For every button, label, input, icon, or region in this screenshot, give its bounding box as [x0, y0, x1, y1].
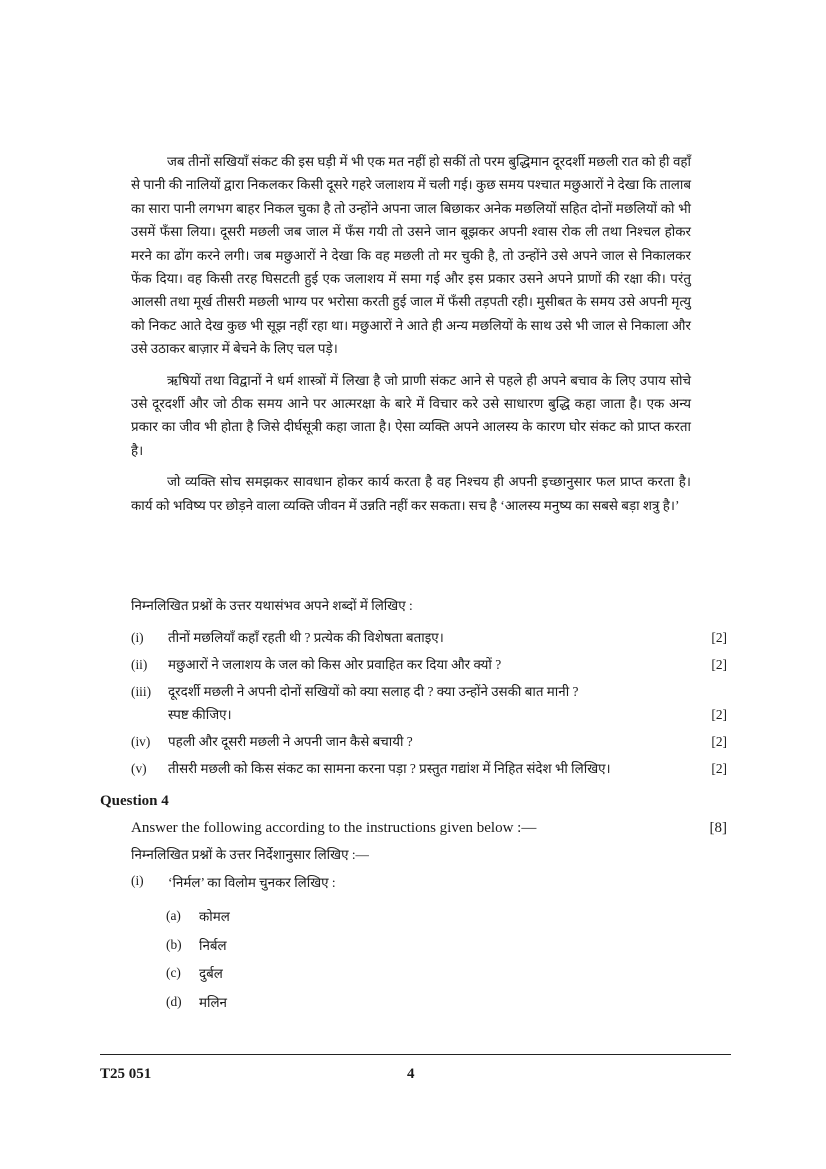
question-marks: [2]	[711, 734, 727, 749]
question-number: (v)	[131, 761, 147, 776]
question-text: तीनों मछलियाँ कहाँ रहती थी ? प्रत्येक की विशेषता बताइए।	[168, 630, 444, 645]
question-marks: [2]	[711, 707, 727, 722]
option-text: मलिन	[199, 994, 227, 1010]
question-4-heading: Question 4	[100, 793, 169, 809]
option-text: कोमल	[199, 909, 230, 925]
question-item	[131, 757, 727, 780]
option-item	[166, 902, 230, 931]
question-4-instruction-hindi: निम्नलिखित प्रश्नों के उत्तर निर्देशानुसार लिखिए :—	[131, 847, 369, 862]
question-marks: [2]	[711, 630, 727, 645]
question-number: (ii)	[131, 657, 148, 672]
footer-divider	[100, 1054, 731, 1055]
subquestion-number: (i)	[131, 873, 144, 888]
option-item	[166, 988, 230, 1017]
question-number: (i)	[131, 630, 144, 645]
question-text: दूरदर्शी मछली ने अपनी दोनों सखियों को क्या सलाह दी ? क्या उन्होंने उसकी बात मानी ?	[168, 684, 579, 699]
question-item	[131, 680, 727, 726]
option-label: (a)	[166, 908, 181, 924]
question-item	[131, 626, 727, 649]
question-item	[131, 653, 727, 676]
option-label: (d)	[166, 993, 182, 1009]
question-number: (iv)	[131, 734, 151, 749]
question-4-subquestion	[131, 873, 336, 891]
question-item	[131, 730, 727, 753]
answer-options	[166, 902, 230, 1016]
question-text-continued: स्पष्ट कीजिए।	[168, 707, 232, 722]
option-label: (b)	[166, 936, 182, 952]
question-text: पहली और दूसरी मछली ने अपनी जान कैसे बचायी ?	[168, 734, 413, 749]
questions-instruction: निम्नलिखित प्रश्नों के उत्तर यथासंभव अपने शब्दों में लिखिए :	[131, 598, 413, 613]
comprehension-passage	[131, 150, 691, 525]
subquestion-text: ‘निर्मल’ का विलोम चुनकर लिखिए :	[168, 875, 336, 890]
passage-paragraph-2: ऋषियों तथा विद्वानों ने धर्म शास्त्रों में लिखा है जो प्राणी संकट आने से पहले ही अपने बचाव के लिए उपाय सोचे उसे दूरदर्शी और जो ठीक समय आने पर आत्मरक्षा के बारे में विचार करे उसे साधारण बुद्धि कहा जाता है। एक अन्य प्रकार का जीव भी होता है जिसे दीर्घसूत्री कहा जाता है। ऐसा व्यक्ति अपने आलस्य के कारण घोर संकट को प्राप्त करता है।	[131, 372, 691, 458]
passage-paragraph-1: जब तीनों सखियाँ संकट की इस घड़ी में भी एक मत नहीं हो सकीं तो परम बुद्धिमान दूरदर्शी मछली रात को ही वहाँ से पानी की नालियों द्वारा निकलकर किसी दूसरे गहरे जलाशय में चली गई। कुछ समय पश्चात मछुआरों ने देखा कि तालाब का सारा पानी लगभग बाहर निकल चुका है तो उन्होंने अपना जाल बिछाकर अनेक मछलियों सहित दोनों मछलियों को भी उसमें फँसा लिया। दूसरी मछली जब जाल में फँस गयी तो उसने जान बूझकर अपनी श्वास रोक ली तथा निश्चल होकर मरने का ढोंग करने लगी। जब मछुआरों ने देखा कि वह मछली तो मर चुकी है, तो उन्होंने उसे अपने जाल से निकालकर फेंक दिया। वह किसी तरह घिसटती हुई एक जलाशय में समा गई और इस प्रकार उसने अपने प्राणों की रक्षा की। परंतु आलसी तथा मूर्ख तीसरी मछली भाग्य पर भरोसा करती हुई जाल में फँसी तड़पती रही। मुसीबत के समय उसे अपनी मृत्यु को निकट आते देख कुछ भी सूझ नहीं रहा था। मछुआरों ने आते ही अन्य मछलियों के साथ उसे भी जाल से निकाला और उसे उठाकर बाज़ार में बेचने के लिए चल पड़े।	[131, 154, 691, 357]
question-4-marks: [8]	[709, 820, 727, 836]
question-text-block	[168, 680, 699, 726]
paper-code: T25 051	[100, 1066, 152, 1082]
page-number: 4	[407, 1066, 415, 1082]
passage-paragraph-3: जो व्यक्ति सोच समझकर सावधान होकर कार्य करता है वह निश्चय ही अपनी इच्छानुसार फल प्राप्त करता है। कार्य को भविष्य पर छोड़ने वाला व्यक्ति जीवन में उन्नति नहीं कर सकता। सच है ‘आलस्य मनुष्य का सबसे बड़ा शत्रु है।’	[131, 474, 691, 513]
question-list	[131, 626, 727, 784]
question-number: (iii)	[131, 684, 152, 699]
option-label: (c)	[166, 965, 181, 981]
option-text: निर्बल	[199, 937, 227, 953]
option-text: दुर्बल	[199, 966, 223, 982]
question-marks: [2]	[711, 761, 727, 776]
question-marks: [2]	[711, 657, 727, 672]
question-4-instruction-row	[131, 820, 727, 837]
question-4-instruction-english: Answer the following according to the instructions given below :—	[131, 820, 537, 836]
option-item	[166, 959, 230, 988]
question-text: तीसरी मछली को किस संकट का सामना करना पड़ा ? प्रस्तुत गद्यांश में निहित संदेश भी लिखिए।	[168, 761, 611, 776]
question-text: मछुआरों ने जलाशय के जल को किस ओर प्रवाहित कर दिया और क्यों ?	[168, 657, 502, 672]
option-item	[166, 931, 230, 960]
